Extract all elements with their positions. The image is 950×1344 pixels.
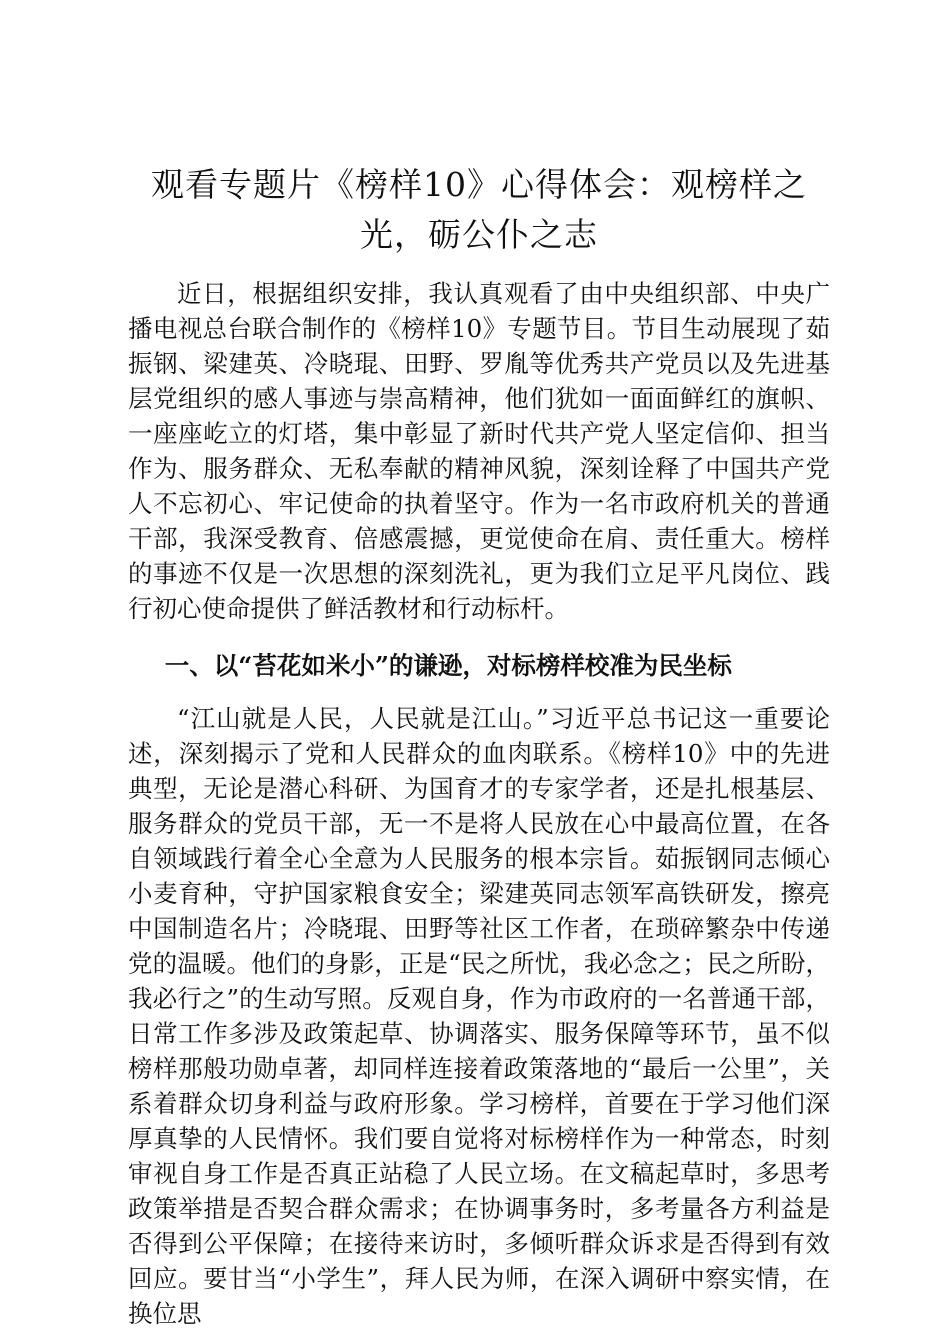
section-1-heading: 一、以“苔花如米小”的谦逊，对标榜样校准为民坐标: [164, 651, 732, 680]
title-line-1: 观看专题片《榜样10》心得体会：观榜样之: [151, 165, 807, 204]
title-line-2: 光，砺公仆之志: [360, 215, 598, 254]
section-1-paragraph: “江山就是人民，人民就是江山。”习近平总书记这一重要论述，深刻揭示了党和人民群众的血肉联系。《榜样10》中的先进典型，无论是潜心科研、为国育才的专家学者，还是扎根基层、服务群众的党员干部，无一不是将人民放在心中最高位置，在各自领域践行着全心全意为人民服务的根本宗旨。茹振钢同志倾心小麦育种，守护国家粮食安全；梁建英同志领军高铁研发，擦亮中国制造名片；冷晓琨、田野等社区工作者，在琐碎繁杂中传递党的温暖。他们的身影，正是“民之所忧，我必念之；民之所盼，我必行之”的生动写照。反观自身，作为市政府的一名普通干部，日常工作多涉及政策起草、协调落实、服务保障等环节，虽不似榜样那般功勋卓著，却同样连接着政策落地的“最后一公里”，关系着群众切身利益与政府形象。学习榜样，首要在于学习他们深厚真挚的人民情怀。我们要自觉将对标榜样作为一种常态，时刻审视自身工作是否真正站稳了人民立场。在文稿起草时，多思考政策举措是否契合群众需求；在协调事务时，多考量各方利益是否得到公平保障；在接待来访时，多倾听群众诉求是否得到有效回应。要甘当“小学生”，拜人民为师，在深入调研中察实情，在换位思: [128, 704, 830, 1328]
document-title: [128, 160, 830, 260]
intro-paragraph: 近日，根据组织安排，我认真观看了由中央组织部、中央广播电视总台联合制作的《榜样10》专题节目。节目生动展现了茹振钢、梁建英、冷晓琨、田野、罗胤等优秀共产党员以及先进基层党组织的感人事迹与崇高精神，他们犹如一面面鲜红的旗帜、一座座屹立的灯塔，集中彰显了新时代共产党人坚定信仰、担当作为、服务群众、无私奉献的精神风貌，深刻诠释了中国共产党人不忘初心、牢记使命的执着坚守。作为一名市政府机关的普通干部，我深受教育、倍感震撼，更觉使命在肩、责任重大。榜样的事迹不仅是一次思想的深刻洗礼，更为我们立足平凡岗位、践行初心使命提供了鲜活教材和行动标杆。: [128, 279, 830, 623]
document-page: [128, 160, 830, 1331]
